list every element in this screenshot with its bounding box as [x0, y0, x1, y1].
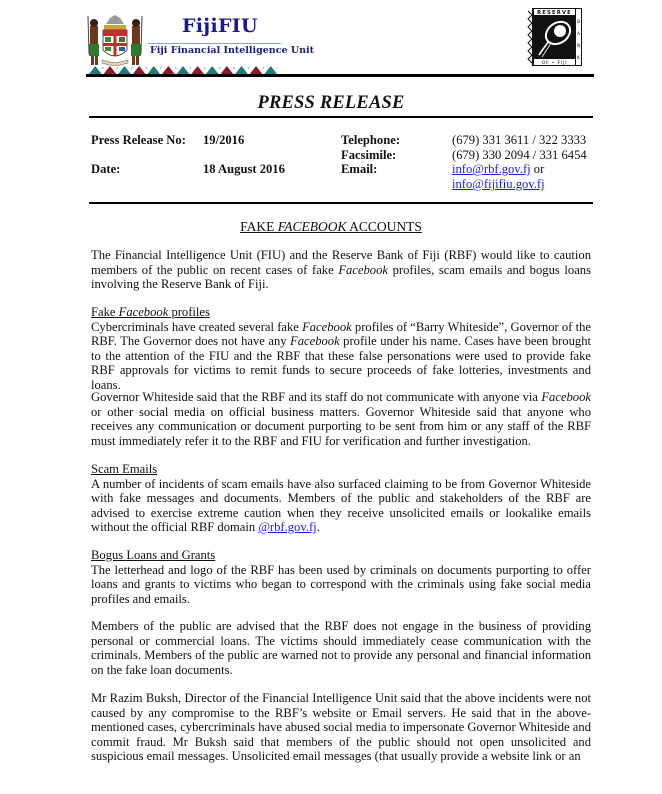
intro-text-2: profiles, scam emails and bogus loans involving the Reserve Bank of Fiji. [91, 262, 591, 291]
section-bogus-loans-p1: The letterhead and logo of the RBF has been used by criminals on documents purporting to offer loans and grants to victims who began to correspond with the criminals using fake social media profiles and emails. [91, 562, 591, 606]
section-fake-facebook-title [91, 305, 591, 320]
s1-title-post: profiles [168, 305, 210, 319]
intro-paragraph [91, 248, 591, 292]
tapa-triangle [206, 66, 219, 74]
tapa-dot [204, 67, 206, 69]
tapa-triangle [250, 66, 263, 74]
press-release-number-label: Press Release No: [91, 133, 186, 147]
rbf-logo-text-bottom: OF • FIJI [541, 61, 568, 66]
intro-italic: Facebook [338, 262, 388, 277]
s1p2-i1: Facebook [541, 390, 591, 404]
tapa-triangle [133, 66, 146, 74]
tapa-dot [189, 67, 191, 69]
tapa-dot [248, 67, 250, 69]
email-line-1 [452, 162, 544, 177]
section-bogus-loans-p3 [91, 691, 591, 764]
rbf-domain-link[interactable]: @rbf.gov.fj [258, 520, 317, 534]
tapa-triangle [118, 66, 131, 74]
rbf-logo-text-side-n: N [576, 44, 581, 49]
date-label: Date: [91, 162, 121, 176]
heading-text-post: ACCOUNTS [346, 219, 422, 234]
info-divider [89, 202, 593, 204]
tapa-dot [175, 67, 177, 69]
header-divider [86, 74, 594, 77]
s1p2-t2: or other social media on official business matters. Governor Whiteside said that anyone who receives any communication or document purporting to be sent from him or any staff of the RBF must immediately refer it to the RBF and FIU for verification and further investigation. [91, 404, 591, 448]
tapa-triangle [162, 66, 175, 74]
section-bogus-loans-p2 [91, 619, 591, 677]
fiu-logo-subtitle: Fiji Financial Intelligence Unit [150, 45, 315, 56]
fiu-logo-rule [148, 43, 281, 44]
s1-title-italic: Facebook [118, 305, 169, 319]
tapa-triangle [177, 66, 190, 74]
email-label: Email: [341, 162, 378, 176]
rbf-logo-text-side-a: A [576, 32, 581, 37]
facsimile-label: Facsimile: [341, 148, 397, 162]
s1p1-i2: Facebook [290, 334, 340, 348]
section-fake-facebook-p2 [91, 390, 591, 448]
tapa-dot [160, 67, 162, 69]
tapa-dot [277, 67, 278, 69]
date-value: 18 August 2016 [203, 162, 285, 176]
s1p1-t2: profiles of “Barry Whiteside”, Governor of the RBF. The Governor does not have any [91, 319, 591, 348]
tapa-dot [219, 67, 221, 69]
section-scam-emails [91, 462, 591, 535]
s2p1-t1: A number of incidents of scam emails have also surfaced claiming to be from Governor Whiteside with fake messages and documents. Members of the public and stakeholders of the RBF are advised to exercise extreme caution when they receive unsolicited emails or lookalike emails without the official RBF domain [91, 476, 591, 534]
tapa-triangle [147, 66, 160, 74]
press-release-number-value: 19/2016 [203, 133, 245, 147]
rbf-logo-text-top: RESERVE [537, 10, 572, 16]
s2p1-t2: . [316, 520, 320, 534]
section-bogus-loans [91, 548, 591, 606]
telephone-label: Telephone: [341, 133, 401, 147]
rbf-logo-text-side-b: B [576, 20, 581, 25]
fiu-logo-title: FijiFIU [182, 15, 258, 37]
heading-text-italic: FACEBOOK [277, 219, 347, 234]
tapa-dot [102, 67, 104, 69]
tapa-dot [116, 67, 118, 69]
section-bogus-loans-title: Bogus Loans and Grants [91, 548, 216, 562]
rbf-logo-text-side-k: K [577, 56, 580, 61]
title-divider [89, 116, 593, 118]
heading-text-pre: FAKE [240, 219, 278, 234]
email-line-2 [452, 177, 545, 192]
s3p2-text: Members of the public are advised that the RBF does not engage in the business of providing personal or commercial loans. The victims should immediately cease communication with the criminals. Members of the public are warned not to provide any personal and financial information on the fake loan documents. [91, 619, 591, 677]
tapa-triangle [235, 66, 248, 74]
telephone-value: (679) 331 3611 / 322 3333 [452, 133, 587, 147]
email-link-rbf[interactable]: info@rbf.gov.fj [452, 162, 531, 176]
tapa-dot [146, 67, 148, 69]
fiu-logo [86, 12, 315, 74]
fiji-coat-of-arms-icon [86, 14, 144, 68]
section-scam-emails-p1 [91, 477, 591, 535]
tapa-triangle [104, 66, 117, 74]
press-release-title: PRESS RELEASE [257, 93, 405, 113]
intro-text-1: The Financial Intelligence Unit (FIU) and the Reserve Bank of Fiji (RBF) would like to caution members of the public on recent cases of fake [91, 248, 591, 277]
section-scam-emails-title: Scam Emails [91, 462, 158, 476]
tapa-triangle [221, 66, 234, 74]
tapa-dot [131, 67, 133, 69]
rbf-logo-icon [527, 5, 587, 71]
s3p3-text: Mr Razim Buksh, Director of the Financial Intelligence Unit said that the above incidents were not caused by any compromise to the RBF’s website or Email servers. He said that in the above-mentioned cases, cybercriminals have abused social media to impersonate Governor Whiteside and commit fraud. Mr Buksh said that members of the public should not open unsolicited and suspicious email messages. Unsolicited email messages (that usually provide a website link or an [91, 691, 591, 763]
article-heading [0, 219, 662, 235]
section-fake-facebook-p1 [91, 320, 591, 393]
section-fake-facebook [91, 305, 591, 392]
tapa-triangle [191, 66, 204, 74]
s1p1-t1: Cybercriminals have created several fake [91, 319, 303, 334]
s1p2-t1: Governor Whiteside said that the RBF and its staff do not communicate with anyone via [91, 390, 542, 404]
tapa-triangle [89, 66, 102, 74]
tapa-pattern-icon [88, 65, 278, 74]
facsimile-value: (679) 330 2094 / 331 6454 [452, 148, 587, 162]
tapa-triangle [264, 66, 277, 74]
s1-title-pre: Fake [91, 305, 119, 319]
s1p1-i1: Facebook [302, 319, 352, 334]
email-or: or [530, 162, 545, 176]
tapa-dot [233, 67, 235, 69]
s1p1-t3: profile under his name. Cases have been brought to the attention of the FIU and the RBF that these false personations were used to provide fake RBF approvals for victims to remit funds to secure proceeds of fake lotteries, investments and loans. [91, 334, 591, 392]
tapa-dot [262, 67, 264, 69]
email-link-fiu[interactable]: info@fijifiu.gov.fj [452, 177, 545, 191]
